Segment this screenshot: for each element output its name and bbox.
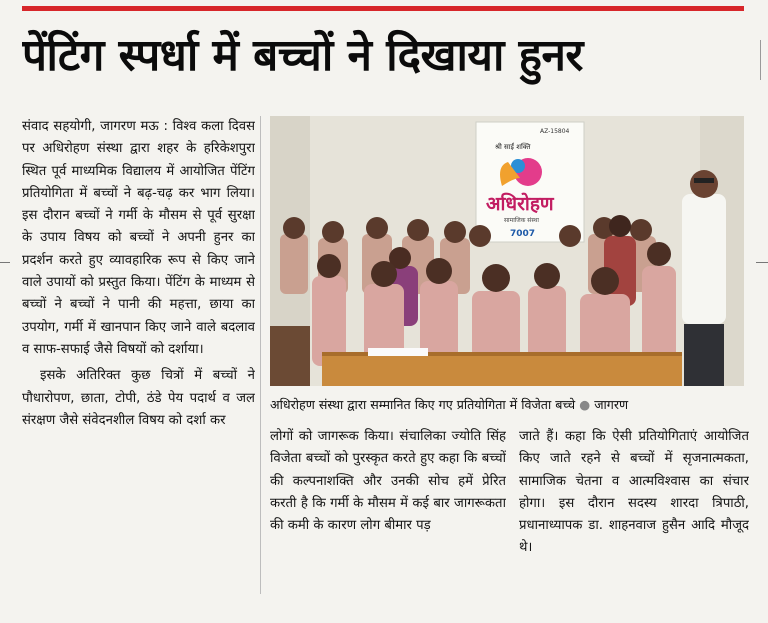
paragraph-4: जाते हैं। कहा कि ऐसी प्रतियोगिताएं आयोजित किए जाते रहने से बच्चों में सृजनात्मकता, सामाजिक चेतना व आत्मविश्वास का संचार होगा। इस दौरान सदस्य शारदा त्रिपाठी, प्रधानाध्यापक डा. शाहनवाज हुसैन आदि मौजूद थे। — [519, 429, 749, 556]
photo-caption — [270, 390, 744, 420]
banner-line: श्री साईं शक्ति — [495, 143, 531, 151]
paragraph-3: लोगों को जागरूक किया। संचालिका ज्योति सिंह विजेता बच्चों को पुरस्कृत करते हुए कहा कि बच्चों की कल्पनाशक्ति और उनकी सोच हमें प्रेरित करती है कि गर्मी के मौसम में कई बार जागरूकता की कमी के कारण लोग बीमार पड़ — [270, 429, 506, 534]
paragraph-2: इसके अतिरिक्त कुछ चित्रों में बच्चों ने पौधारोपण, छाता, टोपी, ठंडे पेय पदार्थ व जल संरक्षण जैसे संवेदनशील विषय को दर्शा कर — [22, 368, 255, 428]
column-divider — [260, 116, 261, 594]
bullet-icon: ● — [579, 397, 591, 412]
crop-mark-left — [0, 262, 10, 263]
banner-phone: 7007 — [510, 229, 536, 239]
article-column-3 — [519, 426, 749, 591]
headline: पेंटिंग स्पर्धा में बच्चों ने दिखाया हुनर — [22, 30, 583, 81]
banner-code: AZ-15804 — [540, 128, 570, 135]
organization-banner — [476, 122, 584, 242]
caption-credit: जागरण — [594, 397, 629, 412]
news-photo — [270, 116, 744, 386]
caption-text: अधिरोहण संस्था द्वारा सम्मानित किए गए प्रतियोगिता में विजेता बच्चे — [270, 397, 576, 412]
crop-mark — [760, 40, 761, 80]
banner-subtitle: सामाजिक संस्था — [504, 217, 539, 224]
crop-mark-right — [756, 262, 768, 263]
masthead-rule — [22, 6, 744, 11]
classroom-scene-illustration — [270, 116, 744, 386]
standing-man-figure — [682, 170, 726, 386]
banner-name: अधिरोहण — [486, 193, 554, 215]
article-column-1 — [22, 116, 255, 596]
paragraph-1: संवाद सहयोगी, जागरण मऊ : विश्व कला दिवस पर अधिरोहण संस्था द्वारा शहर के हरिकेशपुरा स्थित पूर्व माध्यमिक विद्यालय में आयोजित पेंटिंग प्रतियोगिता में बच्चों ने बढ़-चढ़ कर भाग लिया। इस दौरान बच्चों ने गर्मी के मौसम से पूर्व सुरक्षा के उपाय विषय को बच्चों ने अपनी हुनर का प्रदर्शन करते हुए व्यावहारिक रूप से किए जाने वाले उपायों को प्रस्तुत किया। पेंटिंग के माध्यम से बच्चों ने बच्चों ने पानी की महत्ता, छाया का उपयोग, गर्मी में खानपान किए जाने वाले बदलाव व साफ-सफाई जैसे विषयों को दर्शाया। — [22, 119, 255, 357]
article-column-2 — [270, 426, 506, 591]
